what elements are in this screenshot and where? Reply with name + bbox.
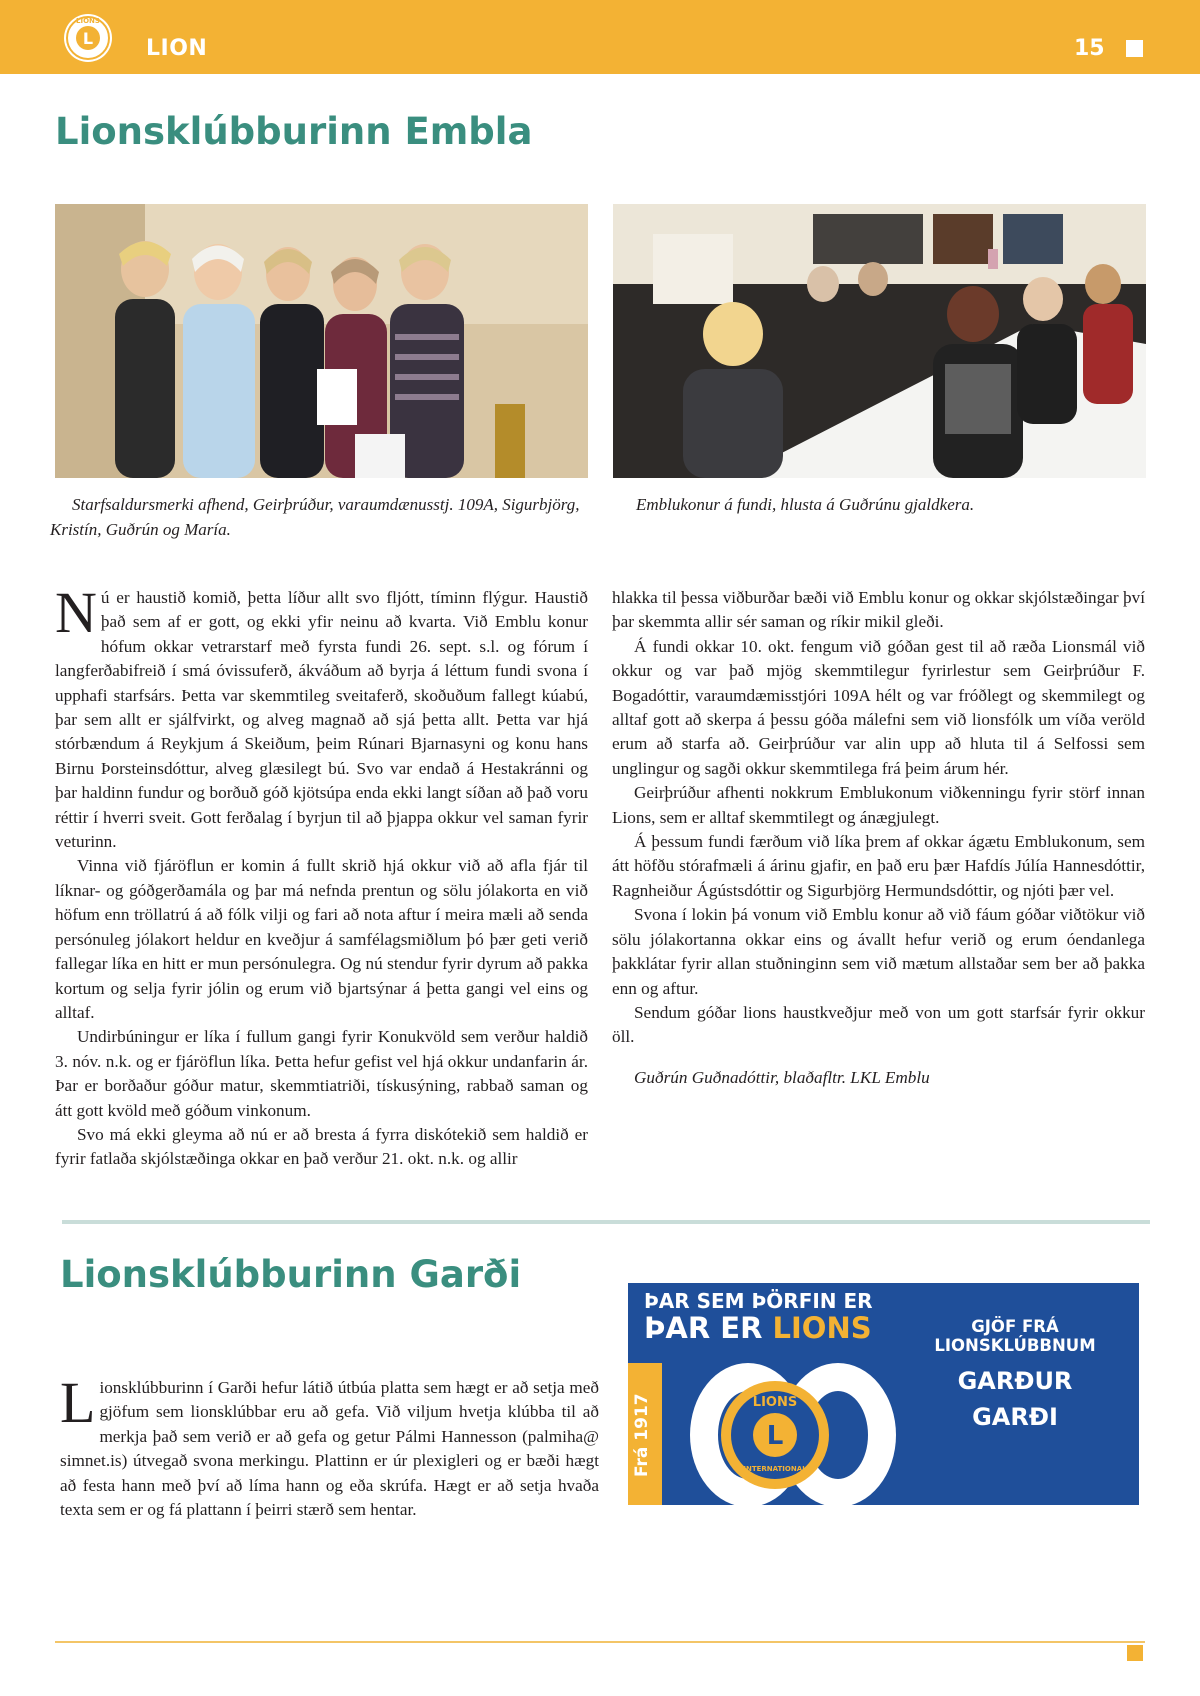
caption-photo-award: Starfsaldursmerki afhend, Geirþrúður, varaumdænusstj. 109A, Sigurbjörg, Kristín, Guðrún og María. <box>50 495 580 539</box>
article-title-gardi: Lionsklúbburinn Garði <box>60 1253 522 1296</box>
plaque-gift-text: GJÖF FRÁ LIONSKLÚBBNUM <box>934 1317 1096 1355</box>
embla-paragraph-3: Undirbúningur er líka í fullum gangi fyrir Konukvöld sem verður haldið 3. nóv. n.k. og er fjáröflun líka. Þetta hefur gefist vel hjá okkur undanfarin ár. Þar er borðaður góður matur, skemmtiatriði, tískusýning, rabbað saman og átt gott kvöld með góðum vinkonum. <box>55 1027 588 1120</box>
embla-paragraph-9: Svona í lokin þá vonum við Emblu konur að við fáum góðar viðtökur við sölu jólakortanna okkar eins og ávallt hefur verið og erum óendanlega þakklátar fyrir allan stuðninginn sem við mætum allstaðar sem ber að þakka enn og aftur. <box>612 905 1145 998</box>
plaque-since: Frá 1917 <box>632 1393 652 1477</box>
lions-logo-icon <box>62 12 114 64</box>
footer-square-ornament <box>1127 1645 1143 1661</box>
embla-paragraph-1 <box>55 580 588 854</box>
embla-paragraph-6: Á fundi okkar 10. okt. fengum við góðan gest til að ræða Lionsmál við okkur og var það mjög skemmtilegur fyrirlestur sem Geirþrúður F. Bogadóttir, varaumdæmisstjóri 109A hélt og var fróðlegt og skemmilegt og alltaf gott að skerpa á þessu góða málefni sem við lionsfólk um víða veröld erum að starfa að. Geirþrúður var alin upp að hluta til á Selfossi sem unglingur og sagði okkur skemmtilega frá þeim árum hér. <box>612 636 1145 778</box>
plaque-place2: GARÐI <box>972 1403 1058 1431</box>
article-title-embla: Lionsklúbburinn Embla <box>55 110 533 153</box>
plaque-place1: GARÐUR <box>957 1367 1073 1395</box>
photo-award-women <box>55 204 588 478</box>
embla-signature: Guðrún Guðnadóttir, blaðafltr. LKL Emblu <box>634 1067 930 1087</box>
gardi-paragraph-text: ionsklúbburinn í Garði hefur látið útbúa platta sem hægt er að setja með gjöfum sem lionsklúbbar eru að gefa. Við viljum hvetja klúbba til að merkja það sem verið er að gefa og getur Pálmi Hannesson (palmiha@ simnet.is) útvegað svona merkingu. Plattinn er úr plexigleri og er bæði hægt að festa hann með því að líma hann og eða skrúfa. Hægt er að setja hvaða texta sem er og fá plattann í þeirri stærð sem hentar. <box>60 1378 599 1520</box>
emblem-letter: L <box>766 1421 784 1451</box>
plaque-line2 <box>644 1311 872 1345</box>
embla-paragraph-1-text: ú er haustið komið, þetta líður allt svo fljótt, tíminn flýgur. Haustið það sem af er gott, og ekki yfir neinu að kvarta. Við Emblu konur hófum okkar vetrarstarf með fyrsta fundi 26. sept. s.l. og fórum í langferðabifreið í smá óvissuferð, ákváðum að byrja á léttum fundi svona í upphafi starfsárs. Þetta var skemmtileg sveitaferð, skoðuðum fallegt kúabú, þar sem allt er sjálfvirkt, og alveg magnað að sjá þetta allt. Þetta var hjá stórbændum á Reykjum á Skeiðum, þeim Rúnari Bjarnasyni og konu hans Birnu Þorsteinsdóttur, alveg glæsilegt bú. Svo var endað á Hestakránni og þar haldinn fundur og borðuð góð kjötsúpa enda ekki langt síðan að það voru réttir í hverri sveit. Gott ferðalag í byrjun til að þjappa okkur vel saman fyrir veturinn. <box>55 588 588 852</box>
embla-paragraph-10: Sendum góðar lions haustkveðjur með von um gott starfsár fyrir okkur öll. <box>612 1002 1145 1047</box>
gardi-paragraph <box>60 1370 599 1522</box>
caption-photo-meeting: Emblukonur á fundi, hlusta á Guðrúnu gjaldkera. <box>636 495 975 514</box>
embla-paragraph-8: Á þessum fundi færðum við líka þrem af okkar ágætu Emblukonum, sem átt höfðu stórafmæli á árinu gjafir, en það eru þær Hafdís Júlía Hannesdóttir, Ragnheiður Ágústsdóttir og Sigurbjörg Hermundsdóttir, og njóti þær vel. <box>612 832 1145 900</box>
embla-paragraph-5: hlakka til þessa viðburðar bæði við Emblu konur og okkar skjólstæðingar því þar skemmta allir sér saman og ríkir mikil gleði. <box>612 588 1145 632</box>
footer-rule <box>55 1641 1145 1643</box>
gardi-column <box>60 1370 599 1522</box>
lions-gift-plaque <box>628 1283 1139 1505</box>
embla-paragraph-4: Svo má ekki gleyma að nú er að bresta á fyrra diskótekið sem haldið er fyrir fatlaða skjólstæðinga okkar en það verður 21. okt. n.k. og allir <box>55 1124 588 1169</box>
embla-paragraph-2: Vinna við fjáröflun er komin á fullt skrið hjá okkur við að afla fjár til líknar- og góðgerðamála og þar má nefnda prentun og sölu jólakorta en við höfum enn tröllatrú á að fólk vilji og fari að nota aftur í meira mæli að senda persónuleg jólakort heldur en kveðjur á samfélagsmiðlum þó þær geti verið fallegar líka en hitt er mun persónulegra. Og nú stendur fyrir dyrum að pakka kortum og selja fyrir jólin og erum við bjartsýnar á þetta gangi vel eins og alltaf. <box>55 856 588 1022</box>
embla-paragraph-7: Geirþrúður afhenti nokkrum Emblukonum viðkenningu fyrir störf innan Lions, sem er alltaf skemmtilegt og ánægjulegt. <box>612 783 1145 827</box>
header-square-ornament <box>1126 40 1143 57</box>
dropcap-n: N <box>55 580 97 645</box>
page-header <box>0 0 1200 74</box>
logo-text: LIONS <box>76 17 100 25</box>
embla-right-column <box>612 586 1145 1090</box>
page-number: 15 <box>1074 36 1105 61</box>
magazine-name: LION <box>146 36 208 61</box>
emblem-top: LIONS <box>752 1395 798 1410</box>
plaque-line1: ÞAR SEM ÞÖRFIN ER <box>644 1289 873 1313</box>
plaque-line2-lions: LIONS <box>772 1311 872 1345</box>
embla-left-column <box>55 580 588 1172</box>
logo-letter: L <box>82 29 94 48</box>
emblem-bottom: INTERNATIONAL <box>743 1465 807 1473</box>
plaque-line2-prefix: ÞAR ER <box>644 1311 773 1345</box>
photo-meeting <box>613 204 1146 478</box>
dropcap-l: L <box>60 1370 96 1435</box>
section-divider <box>62 1220 1150 1224</box>
